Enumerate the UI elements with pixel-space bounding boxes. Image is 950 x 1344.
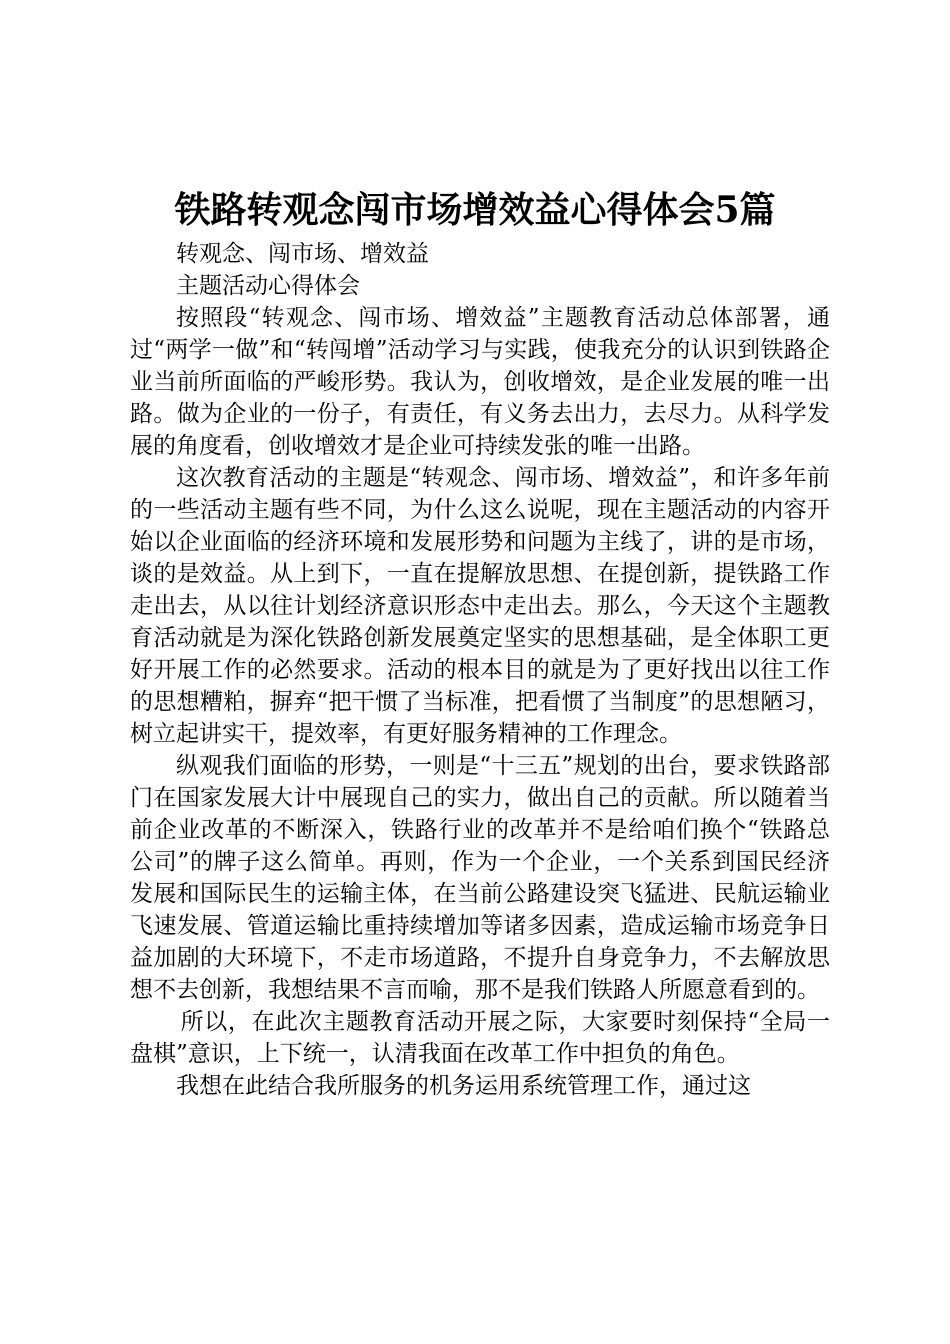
document-body (130, 238, 830, 1102)
document-title: 铁路转观念闯市场增效益心得体会5篇 (174, 189, 776, 231)
paragraph-3: 纵观我们面临的形势，一则是“十三五”规划的出台，要求铁路部门在国家发展大计中展现自己的实力，做出自己的贡献。所以随着当前企业改革的不断深入，铁路行业的改革并不是给咱们换个“铁路总公司”的牌子这么简单。再则，作为一个企业，一个关系到国民经济发展和国际民生的运输主体，在当前公路建设突飞猛进、民航运输业飞速发展、管道运输比重持续增加等诸多因素，造成运输市场竞争日益加剧的大环境下，不走市场道路，不提升自身竞争力，不去解放思想不去创新，我想结果不言而喻，那不是我们铁路人所愿意看到的。 (130, 753, 830, 1003)
paragraph-subtitle-line-2: 主题活动心得体会 (176, 273, 360, 299)
paragraph-subtitle-line-1: 转观念、闯市场、增效益 (176, 241, 429, 267)
paragraph-5: 我想在此结合我所服务的机务运用系统管理工作，通过这 (176, 1073, 751, 1099)
paragraph-4: 所以，在此次主题教育活动开展之际，大家要时刻保持“全局一盘棋”意识，上下统一，认清我面在改革工作中担负的角色。 (130, 1009, 830, 1067)
paragraph-1: 按照段“转观念、闯市场、增效益”主题教育活动总体部署，通过“两学一做”和“转闯增”活动学习与实践，使我充分的认识到铁路企业当前所面临的严峻形势。我认为，创收增效，是企业发展的唯一出路。做为企业的一份子，有责任，有义务去出力，去尽力。从科学发展的角度看，创收增效才是企业可持续发张的唯一出路。 (130, 305, 830, 459)
paragraph-2: 这次教育活动的主题是“转观念、闯市场、增效益”，和许多年前的一些活动主题有些不同，为什么这么说呢，现在主题活动的内容开始以企业面临的经济环境和发展形势和问题为主线了，讲的是市场，谈的是效益。从上到下，一直在提解放思想、在提创新，提铁路工作走出去，从以往计划经济意识形态中走出去。那么，今天这个主题教育活动就是为深化铁路创新发展奠定坚实的思想基础，是全体职工更好开展工作的必然要求。活动的根本目的就是为了更好找出以往工作的思想糟粕，摒弃“把干惯了当标准，把看惯了当制度”的思想陋习，树立起讲实干，提效率，有更好服务精神的工作理念。 (130, 465, 830, 747)
